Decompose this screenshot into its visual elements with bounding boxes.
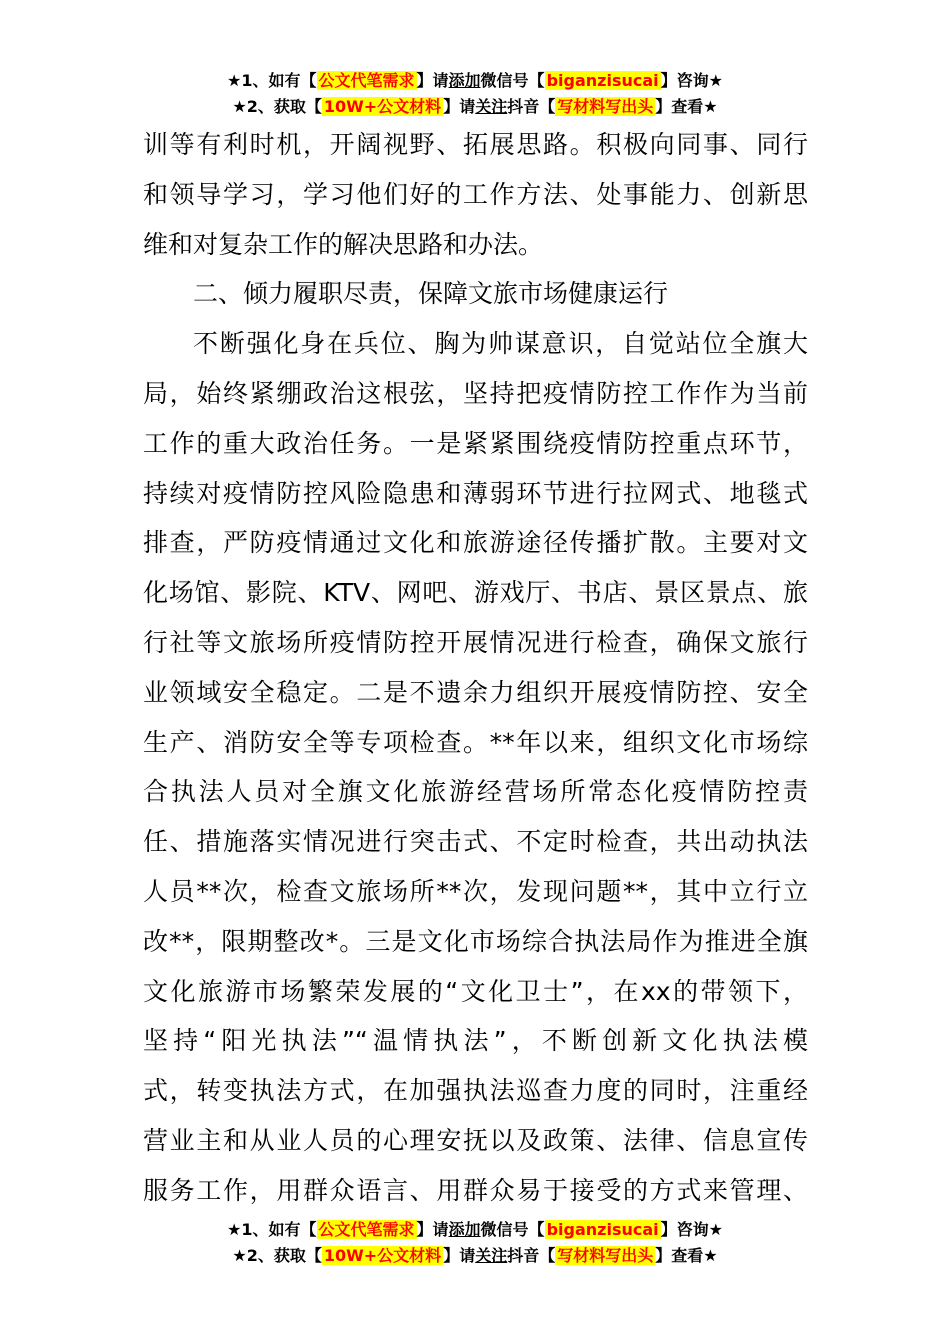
banner-text: 抖音【: [507, 97, 556, 116]
body-line: 和领导学习，学习他们好的工作方法、处事能力、创新思: [143, 179, 808, 209]
banner-text: 微信号【: [480, 1220, 545, 1239]
banner-underline: 添加: [448, 71, 481, 90]
body-line: 营业主和从业人员的心理安抚以及政策、法律、信息宣传: [143, 1125, 808, 1155]
banner-text: ★2、获取【: [232, 1246, 322, 1265]
body-line: 化场馆、影院、KTV、网吧、游戏厅、书店、景区景点、旅: [143, 578, 808, 608]
body-line: 持续对疫情防控风险隐患和薄弱环节进行拉网式、地毯式: [143, 478, 808, 508]
body-line: 排查，严防疫情通过文化和旅游途径传播扩散。主要对文: [143, 528, 808, 558]
banner-text: 微信号【: [480, 71, 545, 90]
footer-banner-line-1: [0, 1217, 950, 1243]
header-banner: [0, 68, 950, 120]
body-line: 行社等文旅场所疫情防控开展情况进行检查，确保文旅行: [143, 627, 808, 657]
banner-highlight: 公文代笔需求: [318, 71, 415, 90]
banner-highlight: 10W+公文材料: [323, 97, 442, 116]
section-heading: 二、倾力履职尽责，保障文旅市场健康运行: [193, 279, 669, 309]
body-line: 业领域安全稳定。二是不遗余力组织开展疫情防控、安全: [143, 677, 808, 707]
banner-text: ★1、如有【: [227, 1220, 317, 1239]
body-line: 改**，限期整改*。三是文化市场综合执法局作为推进全旗: [143, 926, 808, 956]
banner-text: 】请: [416, 1220, 449, 1239]
body-line: 训等有利时机，开阔视野、拓展思路。积极向同事、同行: [143, 130, 808, 159]
document-body: [143, 120, 808, 1216]
body-line: 服务工作，用群众语言、用群众易于接受的方式来管理、: [143, 1175, 808, 1205]
banner-highlight: biganzisucai: [546, 1220, 659, 1239]
body-line: 不断强化身在兵位、胸为帅谋意识，自觉站位全旗大: [193, 329, 808, 359]
body-line: 式，转变执法方式，在加强执法巡查力度的同时，注重经: [143, 1076, 808, 1106]
banner-text: 】查看★: [655, 1246, 718, 1265]
banner-text: 】查看★: [655, 97, 718, 116]
body-line: 坚持“阳光执法”“温情执法”，不断创新文化执法模: [143, 1026, 808, 1056]
footer-banner: [0, 1217, 950, 1269]
body-line: 生产、消防安全等专项检查。**年以来，组织文化市场综: [143, 727, 808, 757]
banner-underline: 添加: [448, 1220, 481, 1239]
body-line: 文化旅游市场繁荣发展的“文化卫士”，在xx的带领下，: [143, 976, 808, 1006]
banner-text: 】请: [443, 1246, 476, 1265]
banner-highlight: 10W+公文材料: [323, 1246, 442, 1265]
body-line: 局，始终紧绷政治这根弦，坚持把疫情防控工作作为当前: [143, 378, 808, 408]
banner-text: 抖音【: [507, 1246, 556, 1265]
body-line: 人员**次，检查文旅场所**次，发现问题**，其中立行立: [143, 876, 808, 906]
banner-text: 】请: [443, 97, 476, 116]
banner-text: ★2、获取【: [232, 97, 322, 116]
body-line: 任、措施落实情况进行突击式、不定时检查，共出动执法: [143, 827, 808, 857]
banner-text: 】请: [416, 71, 449, 90]
header-banner-line-1: [0, 68, 950, 94]
banner-text: ★1、如有【: [227, 71, 317, 90]
header-banner-line-2: [0, 94, 950, 120]
banner-highlight: 公文代笔需求: [318, 1220, 415, 1239]
banner-highlight: 写材料写出头: [557, 97, 654, 116]
body-line: 合执法人员对全旗文化旅游经营场所常态化疫情防控责: [143, 777, 808, 807]
banner-underline: 关注: [475, 97, 508, 116]
banner-highlight: biganzisucai: [546, 71, 659, 90]
banner-text: 】咨询★: [660, 71, 723, 90]
footer-banner-line-2: [0, 1243, 950, 1269]
banner-underline: 关注: [475, 1246, 508, 1265]
banner-highlight: 写材料写出头: [557, 1246, 654, 1265]
banner-text: 】咨询★: [660, 1220, 723, 1239]
body-line: 工作的重大政治任务。一是紧紧围绕疫情防控重点环节，: [143, 428, 808, 458]
body-line: 维和对复杂工作的解决思路和办法。: [143, 229, 544, 259]
